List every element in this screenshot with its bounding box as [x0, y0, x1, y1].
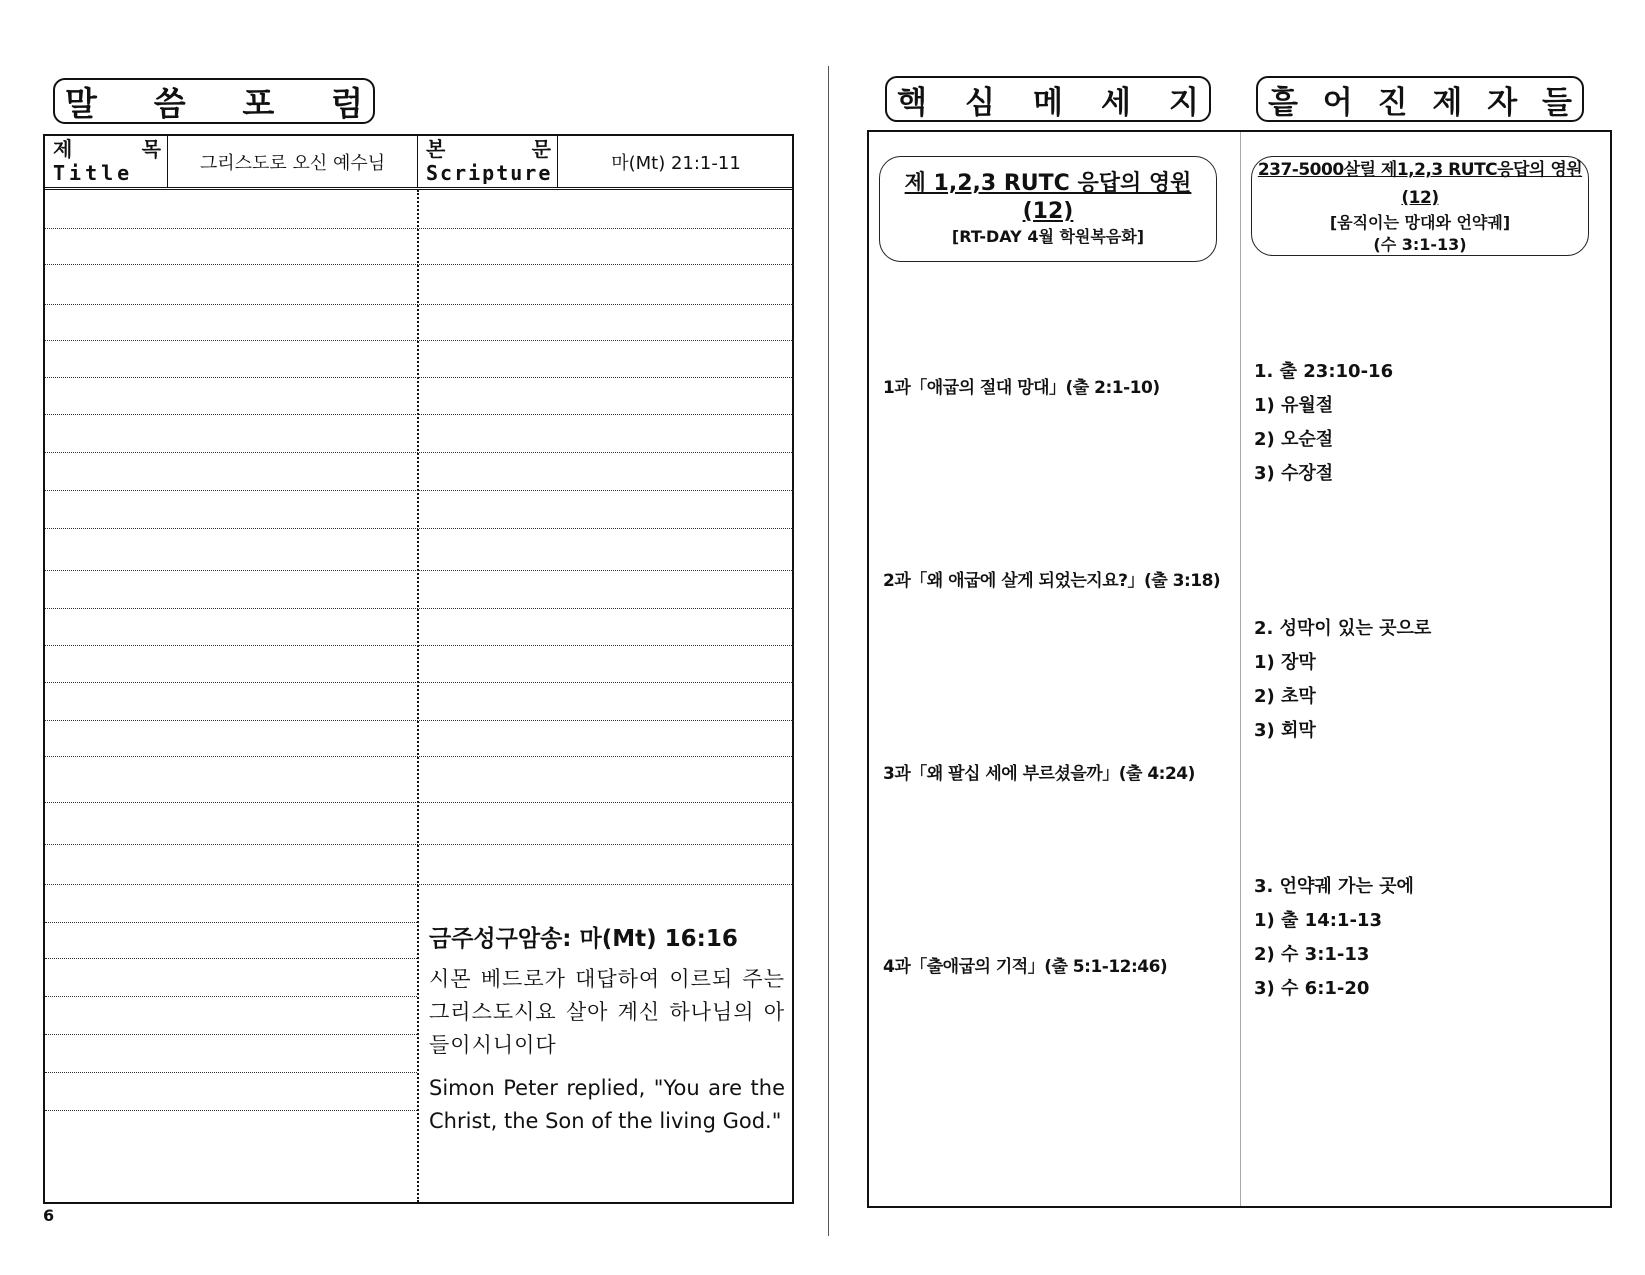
ruled-line	[45, 645, 794, 646]
scripture-label-ko-2: 문	[531, 137, 551, 161]
left-page	[0, 0, 820, 1275]
lesson-item: 3과「왜 팔십 세에 부르셨을까」(출 4:24)	[883, 764, 1195, 784]
ruled-line	[45, 756, 794, 757]
ruled-line	[45, 922, 417, 923]
message-frame	[867, 130, 1612, 1208]
title-char: 어	[1322, 84, 1353, 121]
ruled-line	[45, 304, 794, 305]
title-value-cell	[168, 136, 418, 187]
ruled-line	[45, 528, 794, 529]
title-label-cell	[45, 136, 168, 187]
title-char: 씀	[153, 83, 186, 123]
ruled-line	[45, 996, 417, 997]
ruled-line	[45, 682, 794, 683]
outline-line: 1. 출 23:10-16	[1254, 361, 1394, 382]
outline-line: 1) 출 14:1-13	[1254, 910, 1382, 931]
scattered-disciples-title	[1256, 76, 1584, 122]
ruled-line	[45, 490, 794, 491]
lesson-item: 2과「왜 애굽에 살게 되었는지요?」(출 3:18)	[883, 571, 1221, 591]
outline-line: 2) 수 3:1-13	[1254, 944, 1370, 965]
notes-column-divider	[417, 190, 419, 1202]
ruled-line	[45, 340, 794, 341]
scripture-value-cell	[558, 136, 794, 187]
title-char: 핵	[897, 84, 927, 121]
sermon-notes-form	[43, 134, 794, 1204]
disciples-message-sub2: (수 3:1-13)	[1373, 235, 1467, 254]
outline-line: 2. 성막이 있는 곳으로	[1254, 618, 1432, 639]
scripture-label-cell	[418, 136, 558, 187]
ruled-line	[45, 1110, 417, 1111]
memory-verse-block	[429, 920, 785, 1138]
disciples-message-main: 237-5000살릴 제1,2,3 RUTC응답의 영원(12)	[1257, 160, 1583, 208]
core-message-main: 제 1,2,3 RUTC 응답의 영원 (12)	[904, 171, 1192, 224]
section-title-word-forum	[53, 78, 375, 124]
title-label-en: Title	[53, 161, 134, 185]
outline-line: 2) 초막	[1254, 686, 1316, 707]
outline-line: 3. 언약궤 가는 곳에	[1254, 876, 1414, 897]
ruled-line	[45, 608, 794, 609]
ruled-line	[45, 414, 794, 415]
lesson-item: 4과「출애굽의 기적」(출 5:1-12:46)	[883, 957, 1168, 977]
title-label-ko-1: 제	[53, 137, 73, 161]
title-char: 지	[1169, 84, 1199, 121]
right-page	[820, 0, 1645, 1275]
core-message-sub: [RT-DAY 4월 학원복음화]	[951, 227, 1145, 246]
title-char: 자	[1487, 84, 1518, 121]
title-char: 흩	[1268, 84, 1298, 121]
outline-group-2	[1254, 612, 1431, 748]
core-message-title	[885, 76, 1211, 122]
outline-line: 3) 수 6:1-20	[1254, 978, 1370, 999]
title-value: 그리스도로 오신 예수님	[199, 152, 386, 174]
outline-group-3	[1254, 870, 1414, 1006]
title-char: 진	[1377, 84, 1408, 121]
title-char: 들	[1541, 84, 1572, 121]
core-message-box	[879, 156, 1217, 262]
outline-line: 2) 오순절	[1254, 429, 1334, 450]
title-char: 럼	[331, 83, 363, 123]
title-char: 메	[1033, 84, 1063, 121]
ruled-line	[45, 1034, 417, 1035]
scripture-value: 마(Mt) 21:1-11	[611, 152, 741, 174]
ruled-line	[45, 720, 794, 721]
ruled-line	[45, 958, 417, 959]
ruled-line	[45, 844, 794, 845]
outline-line: 1) 유월절	[1254, 395, 1334, 416]
title-label-ko-2: 목	[141, 137, 161, 161]
title-char: 말	[65, 83, 97, 123]
memory-verse-heading: 금주성구암송: 마(Mt) 16:16	[429, 926, 738, 952]
ruled-line	[45, 264, 794, 265]
title-char: 제	[1432, 84, 1463, 121]
page-number: 6	[43, 1206, 55, 1225]
ruled-line	[45, 802, 794, 803]
ruled-line	[45, 228, 794, 229]
message-column-divider	[1240, 132, 1241, 1206]
notes-area	[45, 190, 792, 1202]
memory-verse-english: Simon Peter replied, "You are the Christ, the Son of the living God."	[429, 1076, 785, 1133]
ruled-line	[45, 570, 794, 571]
title-char: 심	[965, 84, 995, 121]
outline-line: 1) 장막	[1254, 652, 1316, 673]
disciples-message-sub1: [움직이는 망대와 언약궤]	[1329, 213, 1511, 232]
ruled-line	[45, 884, 794, 885]
outline-line: 3) 수장절	[1254, 463, 1334, 484]
memory-verse-korean: 시몬 베드로가 대답하여 이르되 주는 그리스도시요 살아 계신 하나님의 아들이시니이다	[429, 967, 785, 1057]
disciples-message-box	[1251, 156, 1589, 256]
ruled-line	[45, 452, 794, 453]
ruled-line	[45, 377, 794, 378]
scripture-label-en: Scripture	[426, 161, 553, 185]
ruled-line	[45, 1072, 417, 1073]
title-char: 포	[242, 83, 275, 123]
outline-line: 3) 회막	[1254, 720, 1316, 741]
form-header-row	[45, 136, 792, 190]
scripture-label-ko-1: 본	[426, 137, 446, 161]
lesson-item: 1과「애굽의 절대 망대」(출 2:1-10)	[883, 378, 1160, 398]
title-char: 세	[1101, 84, 1131, 121]
outline-group-1	[1254, 355, 1393, 491]
